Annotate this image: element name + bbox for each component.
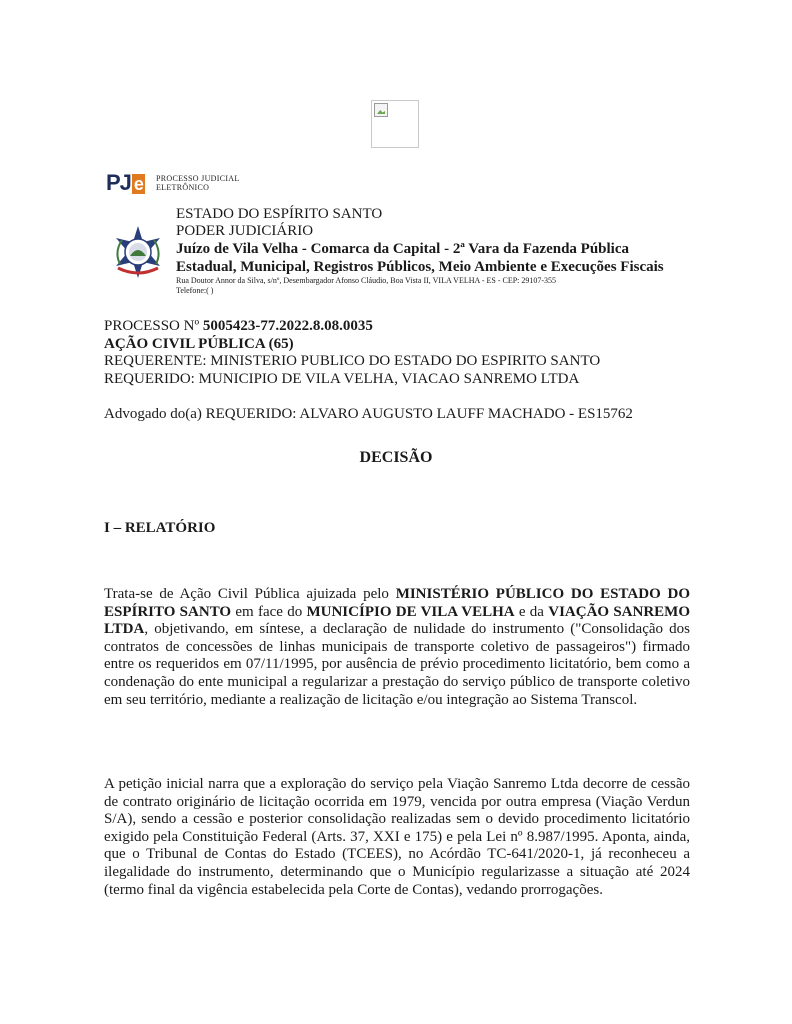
lawyer-info: Advogado do(a) REQUERIDO: ALVARO AUGUSTO LAUFF MACHADO - ES15762 bbox=[104, 406, 633, 422]
plaintiff: REQUERENTE: MINISTERIO PUBLICO DO ESTADO DO ESPIRITO SANTO bbox=[104, 353, 601, 369]
document-title: DECISÃO bbox=[359, 449, 433, 466]
pje-logo bbox=[106, 170, 256, 198]
process-info bbox=[104, 318, 724, 388]
process-number: PROCESSO Nº 5005423-77.2022.8.08.0035 bbox=[104, 318, 373, 334]
defendant: REQUERIDO: MUNICIPIO DE VILA VELHA, VIACAO SANREMO LTDA bbox=[104, 370, 580, 387]
state-coat-of-arms-icon bbox=[110, 224, 166, 280]
court-phone: Telefone:( ) bbox=[176, 286, 214, 295]
broken-image-icon bbox=[374, 103, 388, 117]
broken-image-placeholder bbox=[371, 100, 419, 148]
state-name: ESTADO DO ESPÍRITO SANTO bbox=[176, 206, 383, 222]
paragraph-2: A petição inicial narra que a exploração do serviço pela Viação Sanremo Ltda decorre de cessão de contrato originário de licitação ocorrida em 1979, vencida por outra empresa (Viação Verdun S/A), sendo a cessão e posterior consolidação realizadas sem o devido procedimento licitatório exigido pela Constituição Federal (Arts. 37, XXI e 175) e pela Lei nº 8.987/1995. Aponta, ainda, que o Tribunal de Contas do Estado (TCEES), no Acórdão TC-641/2020-1, já reconheceu a ilegalidade do instrumento, determinando que o Município regularizasse a situação até 2024 (termo final da vigência estabelecida pela Corte de Contas), vedando prorrogações. bbox=[104, 776, 690, 898]
paragraph-1: Trata-se de Ação Civil Pública ajuizada pelo MINISTÉRIO PÚBLICO DO ESTADO DO ESPÍRITO SANTO em face do MUNICÍPIO DE VILA VELHA e da VIAÇÃO SANREMO LTDA, objetivando, em síntese, a declaração de nulidade do instrumento ("Consolidação dos contratos de concessões de linhas municipais de transporte coletivo de passageiros") firmado entre os requeridos em 07/11/1995, por ausência de prévio procedimento licitatório, bem como a condenação do ente municipal a regularizar a prestação do serviço público de transporte coletivo em seu território, mediante a realização de licitação e/ou integração ao Sistema Transcol. bbox=[104, 586, 691, 708]
court-name-line1: Juízo de Vila Velha - Comarca da Capital - 2ª Vara da Fazenda Pública bbox=[176, 241, 630, 257]
court-name-line2: Estadual, Municipal, Registros Públicos, Meio Ambiente e Execuções Fiscais bbox=[176, 259, 664, 275]
court-header bbox=[176, 206, 716, 296]
pje-logo-mark: PJ e bbox=[106, 170, 143, 195]
section-heading: I – RELATÓRIO bbox=[104, 520, 216, 536]
pje-logo-text: PROCESSO JUDICIAL ELETRÔNICO bbox=[156, 174, 240, 192]
action-type: AÇÃO CIVIL PÚBLICA (65) bbox=[104, 335, 294, 352]
court-address: Rua Doutor Annor da Silva, s/nº, Desembargador Afonso Cláudio, Boa Vista II, VILA VELHA - ES - CEP: 29107-355 bbox=[176, 276, 557, 285]
judiciary-name: PODER JUDICIÁRIO bbox=[176, 223, 314, 239]
